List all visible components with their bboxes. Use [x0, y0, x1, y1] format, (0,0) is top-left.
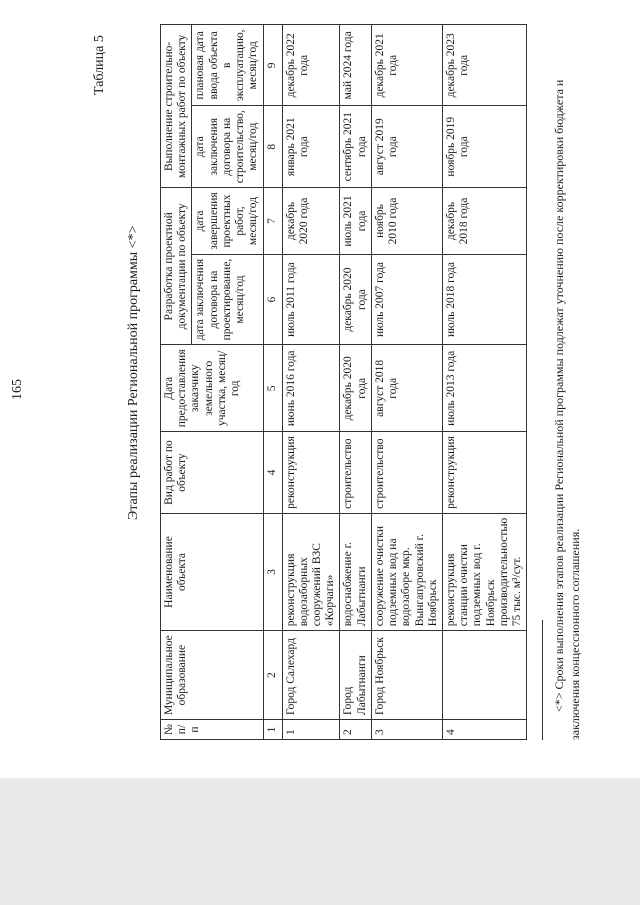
row-design-start: июль 2018 года — [442, 254, 526, 345]
table-row — [282, 25, 340, 740]
row-construction-start: август 2019 года — [371, 106, 442, 188]
row-land-date: декабрь 2020 года — [340, 345, 371, 432]
row-work-type: реконструкция — [442, 432, 526, 514]
row-object-name: реконструкция водозаборных сооружений ВЗС «Корчаги» — [282, 513, 340, 630]
row-commissioning: декабрь 2021 года — [371, 25, 442, 106]
row-num: 4 — [442, 720, 526, 740]
row-work-type: реконструкция — [282, 432, 340, 514]
stages-table — [160, 24, 527, 740]
column-number: 8 — [263, 106, 282, 188]
column-number: 6 — [263, 254, 282, 345]
row-design-end: декабрь 2020 года — [282, 188, 340, 254]
row-design-end: июль 2021 года — [340, 188, 371, 254]
header-commissioning: плановая дата ввода объекта в эксплуатацию, месяц/год — [192, 25, 263, 106]
header-land-date: Дата предоставления заказчику земельного участка, месяц/год — [161, 345, 264, 432]
table-row — [371, 25, 442, 740]
row-land-date: август 2018 года — [371, 345, 442, 432]
row-land-date: июнь 2016 года — [282, 345, 340, 432]
row-object-name: водоснабжение г. Лабытнанги — [340, 513, 371, 630]
header-municipality: Муниципальное образование — [161, 631, 264, 720]
row-num: 1 — [282, 720, 340, 740]
row-municipality — [442, 631, 526, 720]
row-design-start: июль 2011 года — [282, 254, 340, 345]
column-number: 5 — [263, 345, 282, 432]
row-design-end: декабрь 2018 года — [442, 188, 526, 254]
row-construction-start: январь 2021 года — [282, 106, 340, 188]
column-number: 7 — [263, 188, 282, 254]
header-design-end: дата завершения проектных работ, месяц/год — [192, 188, 263, 254]
header-construction-start: дата заключения договора на строительство, месяц/год — [192, 106, 263, 188]
column-number-row — [263, 25, 282, 740]
row-municipality: Город Салехард — [282, 631, 340, 720]
column-number: 9 — [263, 25, 282, 106]
header-work-type: Вид работ по объекту — [161, 432, 264, 514]
row-design-end: ноябрь 2010 года — [371, 188, 442, 254]
page-number: 165 — [10, 379, 25, 400]
row-work-type: строительство — [371, 432, 442, 514]
header-num: № п/п — [161, 720, 264, 740]
header-design-start: дата заключения договора на проектирование, месяц/год — [192, 254, 263, 345]
row-land-date: июль 2013 года — [442, 345, 526, 432]
row-commissioning: декабрь 2023 года — [442, 25, 526, 106]
table-label: Таблица 5 — [92, 35, 107, 95]
row-num: 2 — [340, 720, 371, 740]
column-number: 1 — [263, 720, 282, 740]
row-design-start: декабрь 2020 года — [340, 254, 371, 345]
scan-background-band — [0, 778, 640, 905]
row-commissioning: декабрь 2022 года — [282, 25, 340, 106]
row-construction-start: сентябрь 2021 года — [340, 106, 371, 188]
header-construction-group: Выполнение строительно-монтажных работ по объекту — [161, 25, 192, 188]
row-work-type: строительство — [340, 432, 371, 514]
table-row — [340, 25, 371, 740]
row-municipality: Город Лабытнанги — [340, 631, 371, 720]
column-number: 4 — [263, 432, 282, 514]
table-caption: Этапы реализации Региональной программы <*> — [126, 225, 141, 520]
column-number: 2 — [263, 631, 282, 720]
footnote: <*> Сроки выполнения этапов реализации Региональной программы подлежат уточнению после корректировки бюджета и заключения концессионного соглашения. — [552, 79, 582, 740]
row-construction-start: ноябрь 2019 года — [442, 106, 526, 188]
table-row — [442, 25, 526, 740]
row-design-start: июль 2007 года — [371, 254, 442, 345]
row-commissioning: май 2024 года — [340, 25, 371, 106]
row-num: 3 — [371, 720, 442, 740]
header-design-group: Разработка проектной документации по объекту — [161, 188, 192, 345]
column-number: 3 — [263, 513, 282, 630]
header-object-name: Наименование объекта — [161, 513, 264, 630]
header-row-1 — [161, 25, 192, 740]
row-municipality: Город Ноябрьск — [371, 631, 442, 720]
row-object-name: сооружение очистки подземных вод на водозаборе мкр. Вынгапуровский г. Ноябрьск — [371, 513, 442, 630]
row-object-name: реконструкция станции очистки подземных вод г. Ноябрьск производительностью 75 тыс. м³/сут. — [442, 513, 526, 630]
footnote-divider — [542, 620, 543, 740]
